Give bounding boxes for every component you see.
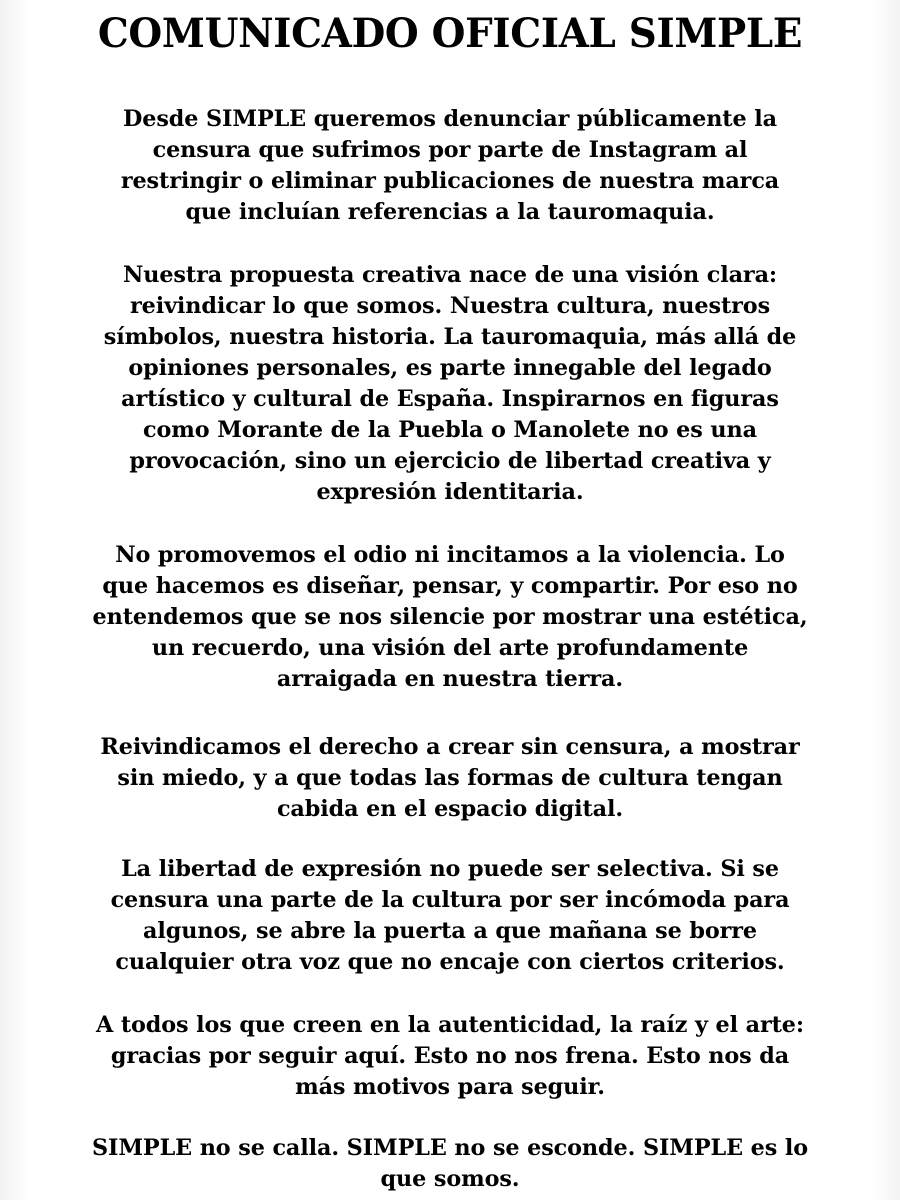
paragraph-closing: SIMPLE no se calla. SIMPLE no se esconde. SIMPLE es lo que somos. — [91, 1135, 809, 1192]
paragraph-right-to-create: Reivindicamos el derecho a crear sin censura, a mostrar sin miedo, y a que todas las formas de cultura tengan cabida en el espacio digital. — [100, 734, 800, 822]
right-edge-shadow — [872, 0, 900, 1200]
left-edge-shadow — [0, 0, 30, 1200]
paragraph-censorship-denunciation: Desde SIMPLE queremos denunciar públicamente la censura que sufrimos por parte de Instagram al restringir o eliminar publicaciones de nuestra marca que incluían referencias a la tauromaquia. — [120, 106, 780, 225]
paragraph-thanks: A todos los que creen en la autenticidad, la raíz y el arte: gracias por seguir aquí. Esto no nos frena. Esto nos da más motivos para seguir. — [95, 1012, 805, 1100]
paragraph-no-hate: No promovemos el odio ni incitamos a la violencia. Lo que hacemos es diseñar, pensar, y compartir. Por eso no entendemos que se nos silencie por mostrar una estética, un recuerdo, una visión del arte profundamente arraigada en nuestra tierra. — [92, 542, 808, 692]
paragraph-freedom-of-expression: La libertad de expresión no puede ser selectiva. Si se censura una parte de la cultura por ser incómoda para algunos, se abre la puerta a que mañana se borre cualquier otra voz que no encaje con ciertos criterios. — [110, 856, 790, 975]
paragraph-creative-vision: Nuestra propuesta creativa nace de una visión clara: reivindicar lo que somos. Nuestra cultura, nuestros símbolos, nuestra historia. La tauromaquia, más allá de opiniones personales, es parte innegable del legado artístico y cultural de España. Inspirarnos en figuras como Morante de la Puebla o Manolete no es una provocación, sino un ejercicio de libertad creativa y expresión identitaria. — [103, 262, 797, 505]
document-title: COMUNICADO OFICIAL SIMPLE — [97, 10, 803, 57]
